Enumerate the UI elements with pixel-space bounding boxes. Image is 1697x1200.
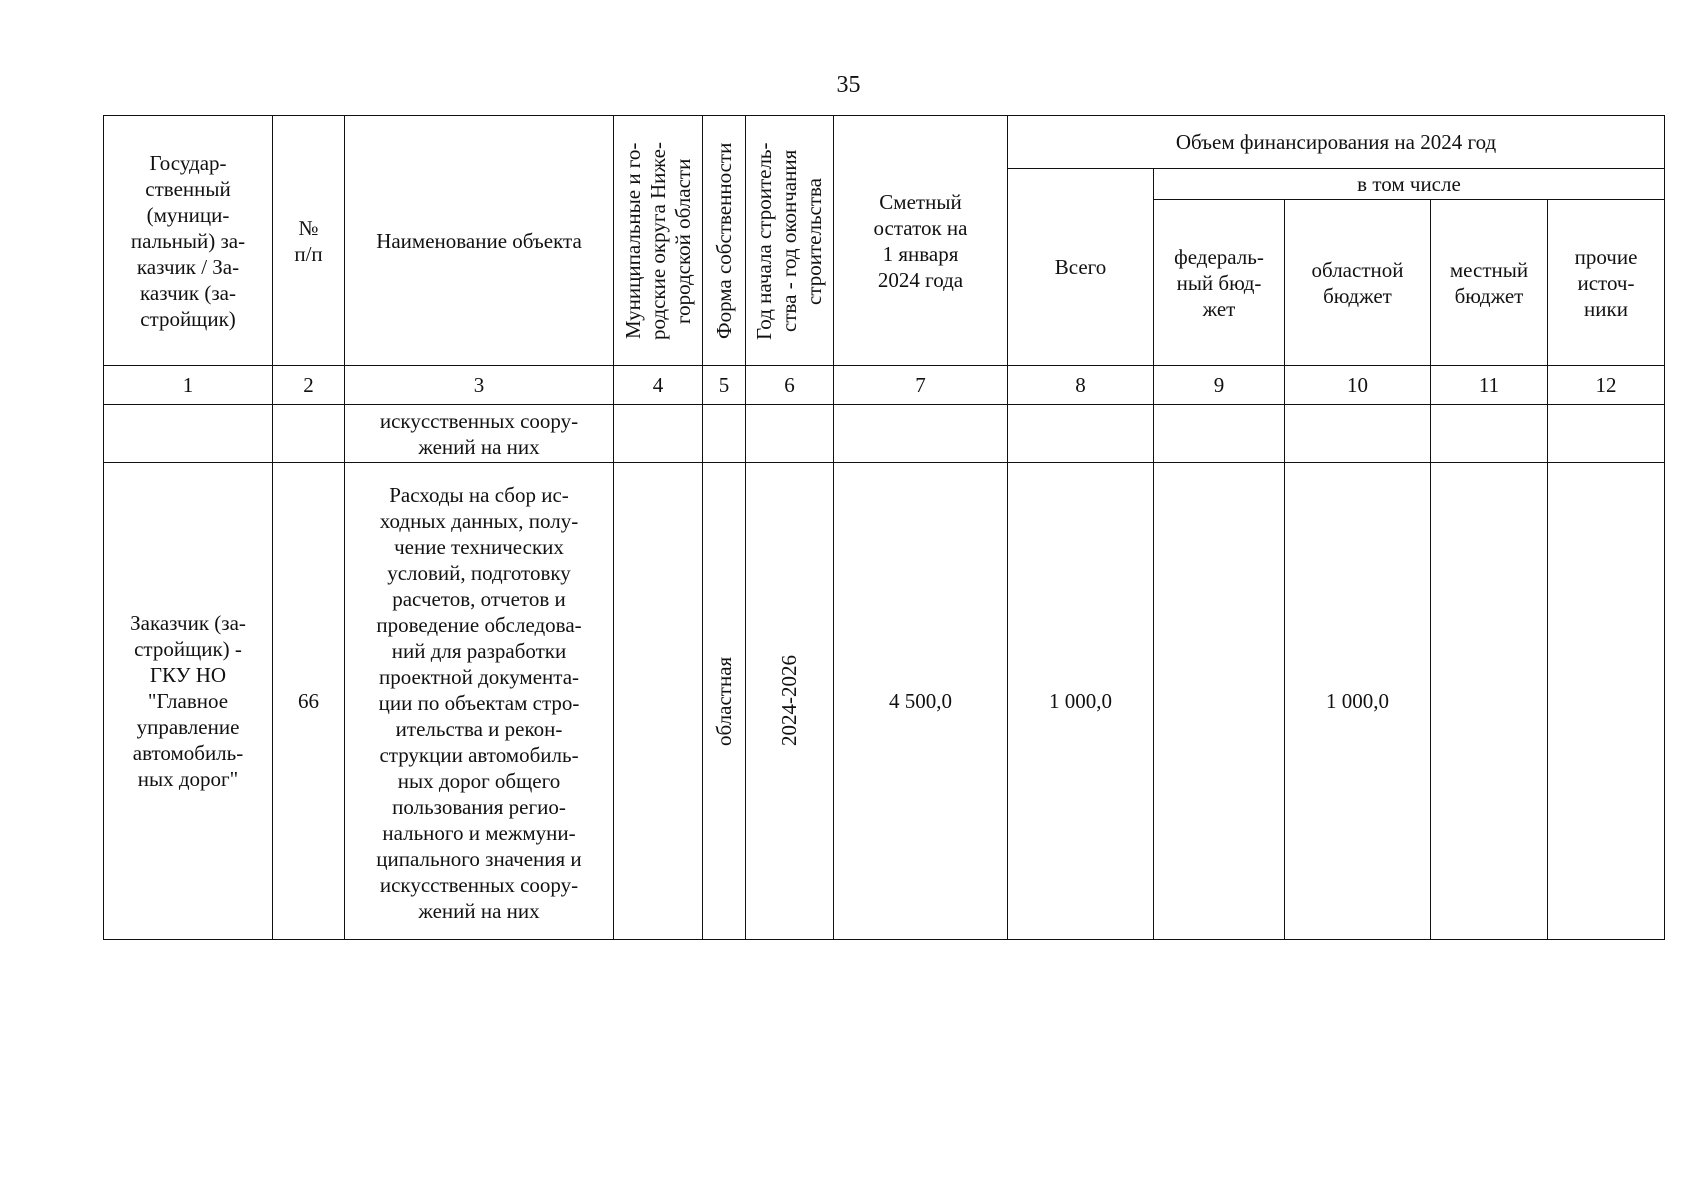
row-object-name: Расходы на сбор ис- ходных данных, полу- чение технических условий, подготовку расчетов, отчетов и проведение обследова- ний для разработки проектной документа- ции по объектам стро- ительства и рекон- струкции автомобиль- ных дорог общего пользования регио- нального и межмуни- ципального значения и искусственных соору- жений на них [345, 463, 614, 940]
row-regional: 1 000,0 [1285, 463, 1431, 940]
header-ownership [703, 116, 746, 366]
row-number: 66 [273, 463, 345, 940]
row-ownership [703, 463, 746, 940]
header-remaining: Сметный остаток на 1 января 2024 года [834, 116, 1008, 366]
column-number: 5 [703, 366, 746, 405]
table-row [104, 463, 1665, 940]
row-regional [1285, 405, 1431, 463]
header-total: Всего [1008, 169, 1154, 366]
row-customer: Заказчик (за- стройщик) - ГКУ НО "Главное управление автомобиль- ных дорог" [104, 463, 273, 940]
header-years-text: Год начала строитель- ства - год окончания строительства [752, 141, 826, 340]
row-ownership-text: областная [711, 656, 736, 746]
row-years-text: 2024-2026 [777, 655, 801, 747]
row-federal [1154, 405, 1285, 463]
row-federal [1154, 463, 1285, 940]
column-number: 10 [1285, 366, 1431, 405]
row-years [746, 405, 834, 463]
row-municipality [614, 405, 703, 463]
header-customer: Государ- ственный (муници- пальный) за- казчик / За- казчик (за- стройщик) [104, 116, 273, 366]
header-municipality-text: Муниципальные и го- родские округа Ниже- городской области [620, 141, 695, 340]
header-financing-title: Объем финансирования на 2024 год [1008, 116, 1665, 169]
financing-table [103, 115, 1665, 940]
row-local [1431, 463, 1548, 940]
header-object-name: Наименование объекта [345, 116, 614, 366]
column-number: 8 [1008, 366, 1154, 405]
column-number: 2 [273, 366, 345, 405]
row-other [1548, 463, 1665, 940]
row-remaining [834, 405, 1008, 463]
header-ownership-text: Форма собственности [711, 142, 736, 339]
row-total [1008, 405, 1154, 463]
header-other: прочие источ- ники [1548, 200, 1665, 366]
row-number [273, 405, 345, 463]
header-including: в том числе [1154, 169, 1665, 200]
row-municipality [614, 463, 703, 940]
table-row [104, 405, 1665, 463]
header-local: местный бюджет [1431, 200, 1548, 366]
header-row-1 [104, 116, 1665, 169]
row-customer [104, 405, 273, 463]
column-number: 3 [345, 366, 614, 405]
page-number: 35 [836, 72, 861, 98]
column-number: 1 [104, 366, 273, 405]
row-other [1548, 405, 1665, 463]
column-number-row [104, 366, 1665, 405]
row-remaining: 4 500,0 [834, 463, 1008, 940]
header-years [746, 116, 834, 366]
header-municipality [614, 116, 703, 366]
column-number: 6 [746, 366, 834, 405]
row-total: 1 000,0 [1008, 463, 1154, 940]
column-number: 12 [1548, 366, 1665, 405]
header-federal: федераль- ный бюд- жет [1154, 200, 1285, 366]
column-number: 9 [1154, 366, 1285, 405]
column-number: 11 [1431, 366, 1548, 405]
column-number: 7 [834, 366, 1008, 405]
row-local [1431, 405, 1548, 463]
row-years [746, 463, 834, 940]
row-ownership [703, 405, 746, 463]
column-number: 4 [614, 366, 703, 405]
header-regional: областной бюджет [1285, 200, 1431, 366]
row-object-name: искусственных соору- жений на них [345, 405, 614, 463]
header-number: № п/п [273, 116, 345, 366]
